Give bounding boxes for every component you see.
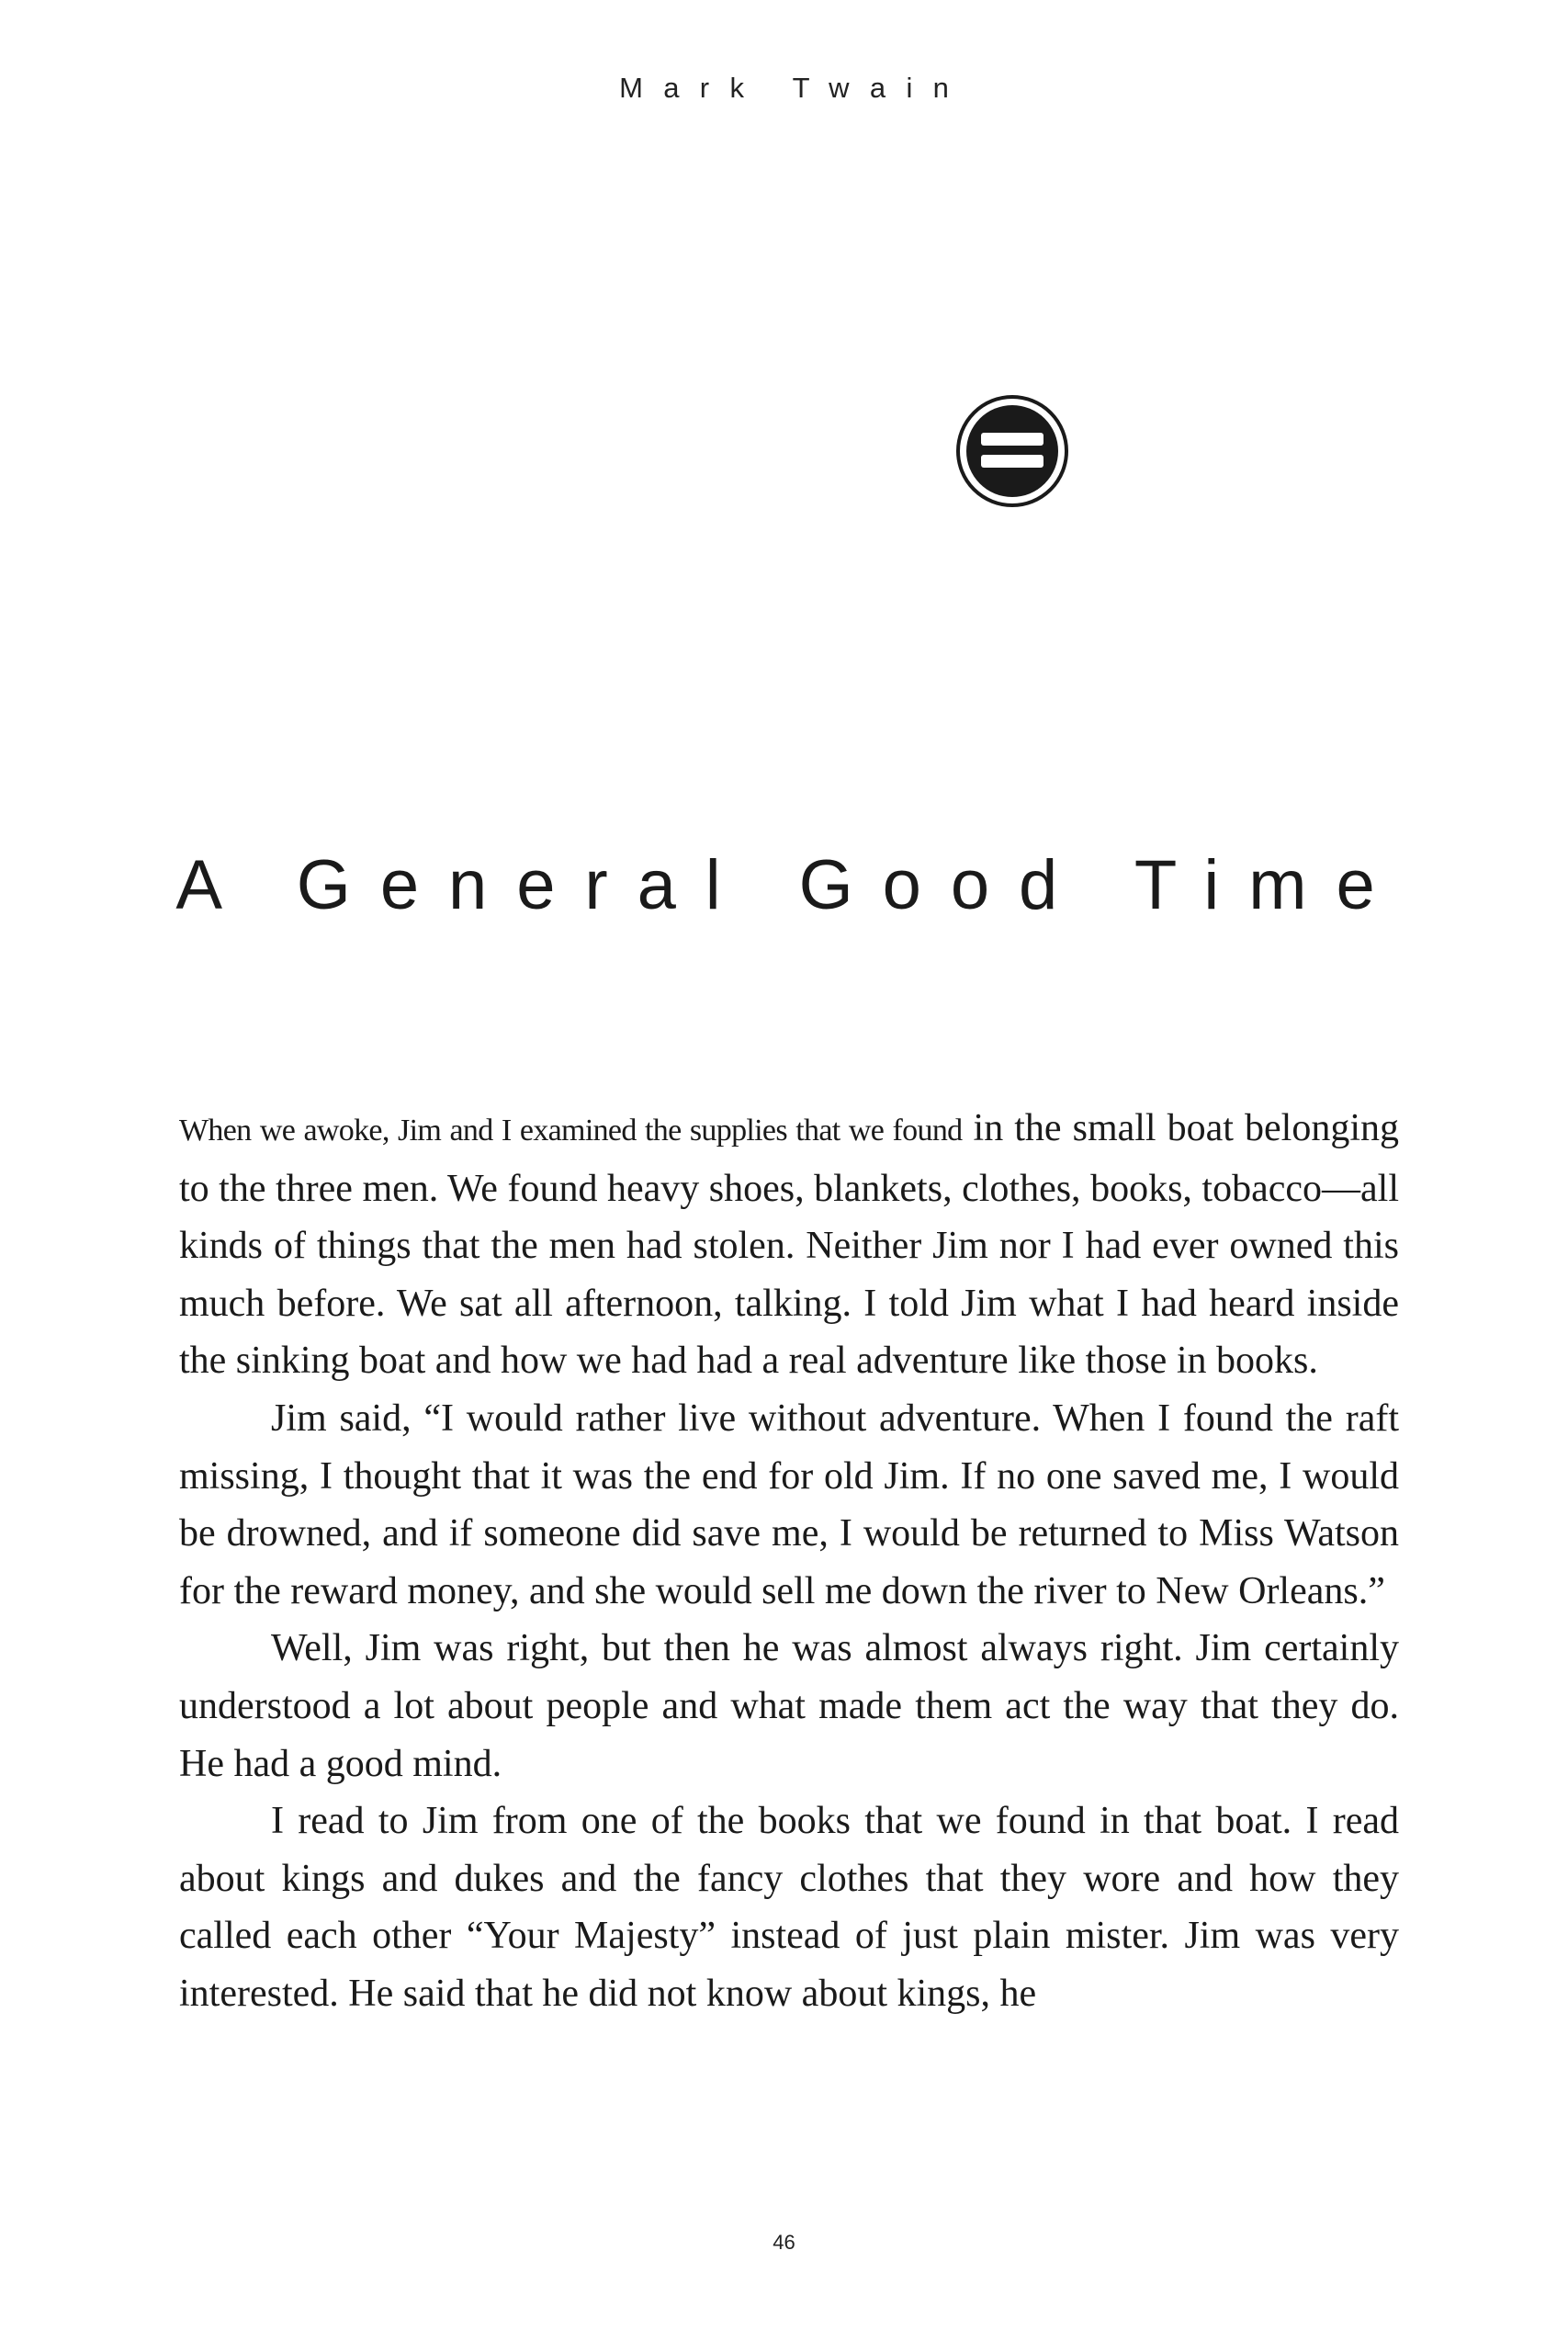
paragraph: Jim said, “I would rather live without adventure. When I found the raft missing, I thought that it was the end for old Jim. If no one saved me, I would be drowned, and if someone did save me, I would be returned to Miss Watson for the reward money, and she would sell me down the river to New Orleans.” bbox=[179, 1396, 1399, 1612]
paragraph-text: in the small boat belonging to the three men. We found heavy shoes, blankets, clothes, books, tobacco—all kinds of things that the men had stolen. Neither Jim nor I had ever owned this much before. We sat all afternoon, talking. I told Jim what I had heard inside the sinking boat and how we had had a real adventure like those in books. bbox=[179, 1107, 1399, 1383]
page-number: 46 bbox=[773, 2231, 795, 2254]
paragraph: I read to Jim from one of the books that we found in that boat. I read about kings and dukes and the fancy clothes that they wore and how they called each other “Your Majesty” instead of just plain mister. Jim was very interested. He said that he did not know about kings, he bbox=[179, 1800, 1399, 2015]
chapter-emblem-icon bbox=[955, 394, 1069, 508]
paragraph bbox=[179, 1100, 1399, 1390]
chapter-body bbox=[179, 1100, 1399, 2023]
opening-small-caps: When we awoke, Jim and I examined the supplies that we found bbox=[179, 1114, 963, 1148]
chapter-title: A General Good Time bbox=[175, 846, 1404, 924]
paragraph: Well, Jim was right, but then he was almost always right. Jim certainly understood a lot about people and what made them act the way that they do. He had a good mind. bbox=[179, 1627, 1399, 1785]
running-head: Mark Twain bbox=[619, 72, 970, 104]
